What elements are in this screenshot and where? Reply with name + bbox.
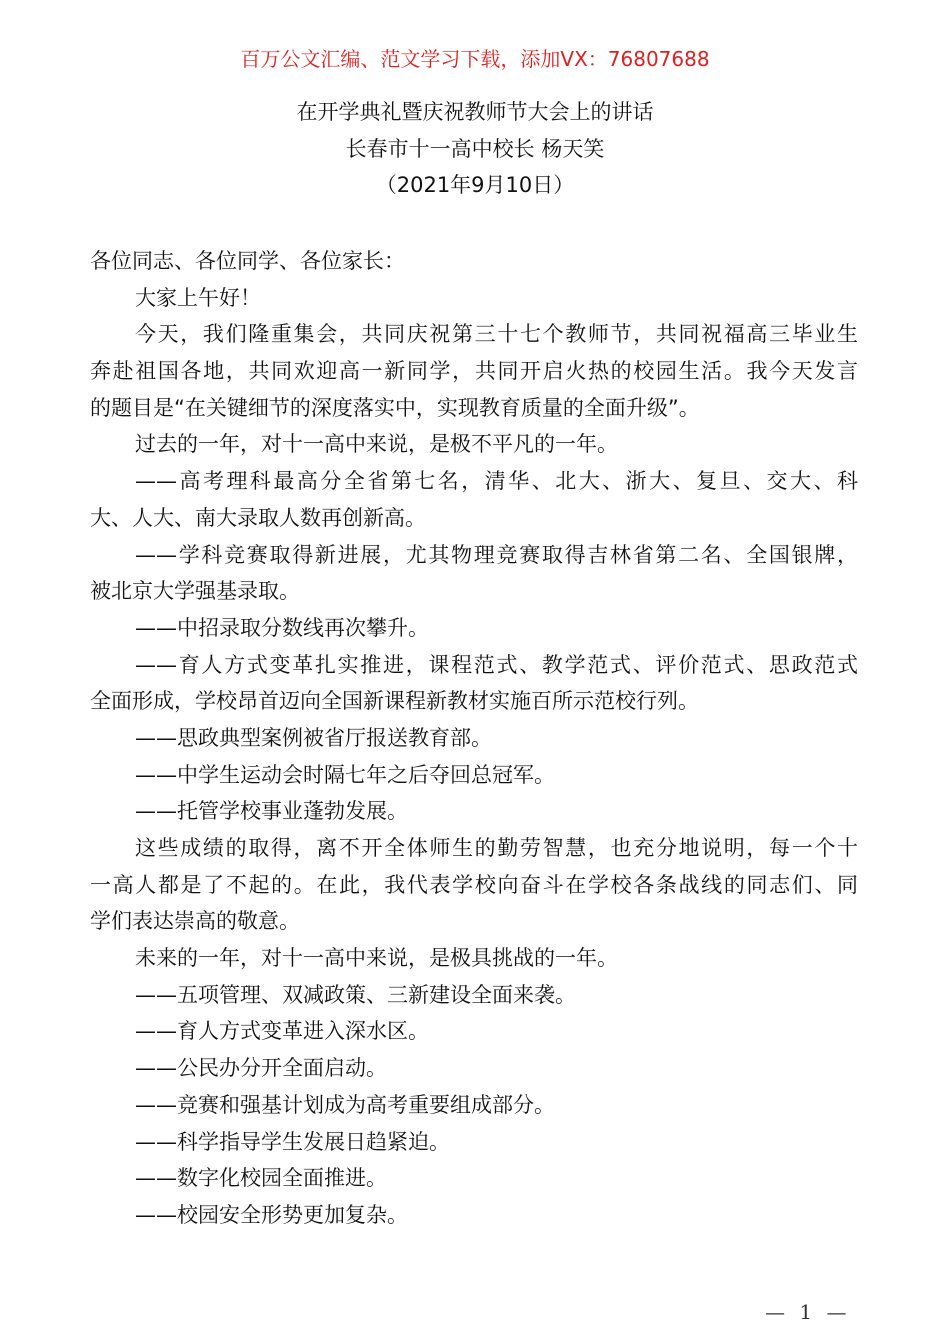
paragraph (90, 940, 858, 977)
paragraph-line: 全面形成，学校昂首迈向全国新课程新教材实施百所示范校行列。 (90, 689, 699, 714)
document-title: 在开学典礼暨庆祝教师节大会上的讲话 (296, 100, 654, 124)
paragraph-line: ——数字化校园全面推进。 (135, 1166, 387, 1191)
paragraph-line: ——思政典型案例被省厅报送教育部。 (135, 725, 492, 750)
paragraph-line: 各位同志、各位同学、各位家长： (90, 249, 405, 273)
paragraph-line: ——学科竞赛取得新进展，尤其物理竞赛取得吉林省第二名、全国银牌， (135, 542, 858, 567)
paragraph-line: ——中招录取分数线再次攀升。 (135, 615, 429, 640)
document-date: （2021年9月10日） (375, 173, 575, 197)
paragraph (90, 830, 858, 940)
paragraph (90, 1197, 858, 1234)
paragraph (90, 757, 858, 794)
paragraph (90, 463, 858, 536)
paragraph-line: 未来的一年，对十一高中来说，是极具挑战的一年。 (135, 946, 618, 971)
paragraph (90, 426, 858, 463)
paragraph (90, 793, 858, 830)
paragraph (90, 537, 858, 610)
paragraph-line: ——校园安全形势更加复杂。 (135, 1202, 408, 1227)
paragraph (90, 1050, 858, 1087)
paragraph-line: ——高考理科最高分全省第七名，清华、北大、浙大、复旦、交大、科 (135, 469, 858, 494)
paragraph (90, 977, 858, 1014)
paragraph-line: 这些成绩的取得，离不开全体师生的勤劳智慧，也充分地说明，每一个十 (135, 836, 858, 860)
paragraph-line: ——中学生运动会时隔七年之后夺回总冠军。 (135, 762, 555, 787)
paragraph (90, 280, 858, 317)
document-author: 长春市十一高中校长 杨天笑 (345, 137, 605, 161)
paragraph (90, 1013, 858, 1050)
paragraph-line: 大家上午好！ (135, 285, 261, 310)
speech-body (90, 243, 858, 1234)
paragraph (90, 316, 858, 426)
paragraph-line: 今天，我们隆重集会，共同庆祝第三十七个教师节，共同祝福高三毕业生 (135, 322, 858, 347)
watermark-banner: 百万公文汇编、范文学习下载，添加VX：76807688 (240, 47, 710, 71)
paragraph (90, 610, 858, 647)
paragraph-line: 被北京大学强基录取。 (90, 579, 300, 604)
paragraph (90, 1087, 858, 1124)
paragraph (90, 1124, 858, 1161)
paragraph (90, 1160, 858, 1197)
paragraph-line: 过去的一年，对十一高中来说，是极不平凡的一年。 (135, 432, 618, 457)
paragraph-line: 奔赴祖国各地，共同欢迎高一新同学，共同开启火热的校园生活。我今天发言 (90, 359, 858, 384)
paragraph-line: ——竞赛和强基计划成为高考重要组成部分。 (135, 1092, 555, 1117)
paragraph (90, 647, 858, 720)
paragraph-line: ——公民办分开全面启动。 (135, 1056, 387, 1081)
paragraph-line: 一高人都是了不起的。在此，我代表学校向奋斗在学校各条战线的同志们、同 (90, 872, 858, 897)
paragraph-line: ——育人方式变革扎实推进，课程范式、教学范式、评价范式、思政范式 (135, 652, 858, 677)
paragraph (90, 243, 858, 280)
paragraph-line: 学们表达崇高的敬意。 (90, 909, 300, 934)
paragraph-line: ——五项管理、双减政策、三新建设全面来袭。 (135, 982, 576, 1007)
paragraph-line: ——育人方式变革进入深水区。 (135, 1019, 429, 1044)
page-number: — 1 — (765, 1300, 851, 1324)
paragraph-line: ——科学指导学生发展日趋紧迫。 (135, 1129, 450, 1154)
paragraph-line: 大、人大、南大录取人数再创新高。 (90, 505, 426, 530)
paragraph-line: ——托管学校事业蓬勃发展。 (135, 799, 408, 824)
paragraph (90, 720, 858, 757)
paragraph-line: 的题目是“在关键细节的深度落实中，实现教育质量的全面升级”。 (90, 395, 700, 420)
